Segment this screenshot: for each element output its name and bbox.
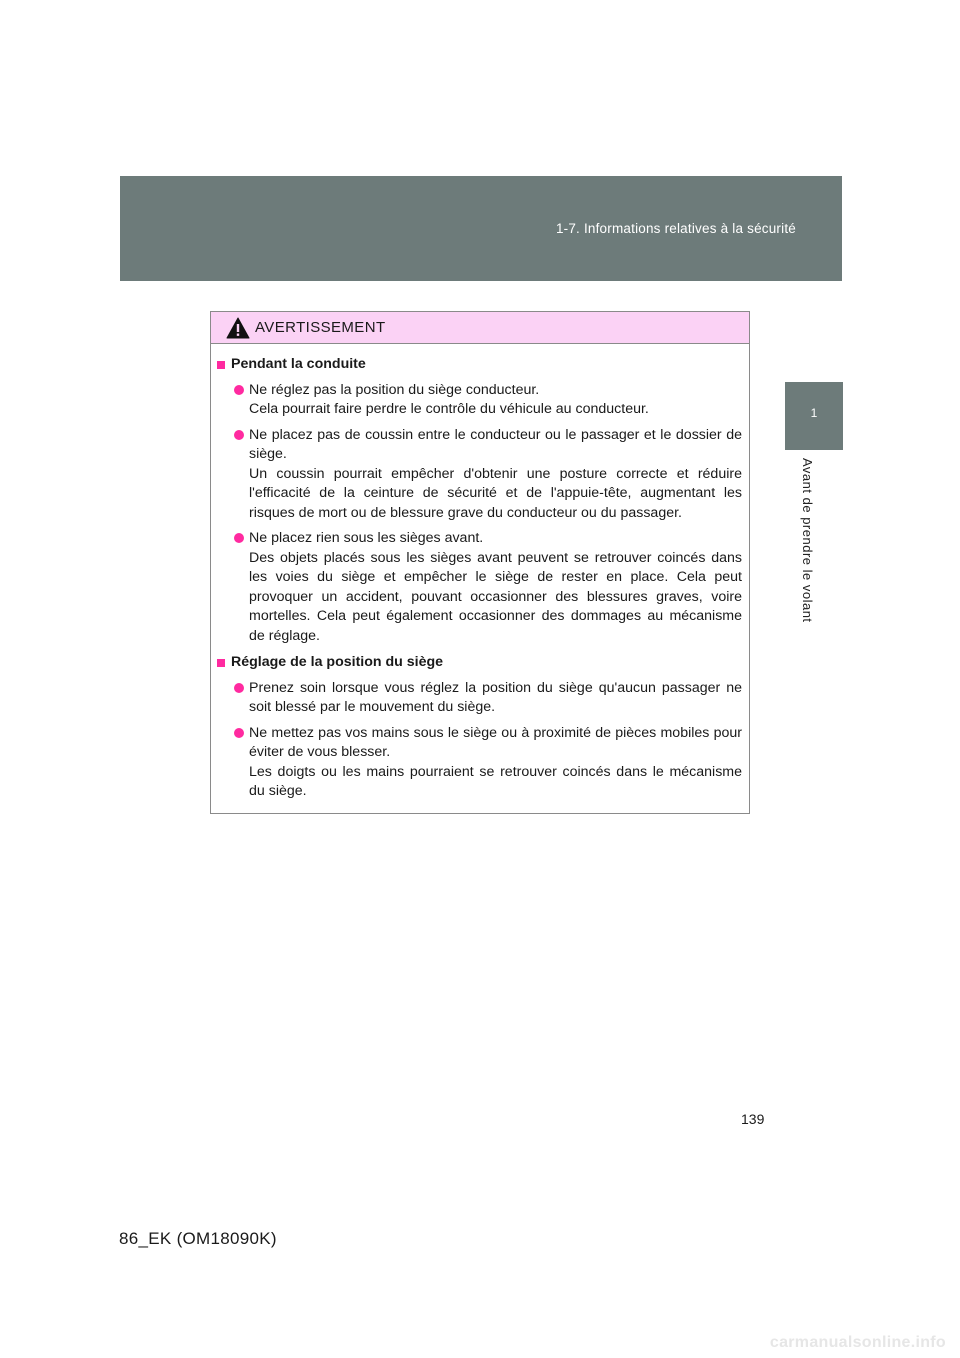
round-bullet-icon xyxy=(234,430,244,440)
square-bullet-icon xyxy=(217,659,225,667)
section-heading xyxy=(217,355,742,375)
list-item xyxy=(234,381,742,420)
section-heading-text: Réglage de la position du siège xyxy=(231,654,444,670)
list-item-line: Cela pourrait faire perdre le contrôle du véhicule au conducteur. xyxy=(249,401,649,417)
list-item-line: Ne placez rien sous les sièges avant. xyxy=(249,530,484,546)
round-bullet-icon xyxy=(234,385,244,395)
list-item-text xyxy=(249,679,742,718)
list-item-line: Des objets placés sous les sièges avant peuvent se retrouver coincés dans les voies du siège et empêcher le siège de rester en place. Cela peut provoquer un accident, pouvant occasionner des blessures graves, voire mortelles. Cela peut également occasionner des dommages au mécanisme de réglage. xyxy=(249,549,742,644)
warning-header xyxy=(211,312,749,344)
chapter-label: Avant de prendre le volant xyxy=(800,458,815,623)
list-item-line: Un coussin pourrait empêcher d'obtenir une posture correcte et réduire l'efficacité de la ceinture de sécurité et de l'appuie-tête, augmentant les risques de mort ou de blessure grave du conducteur ou du passager. xyxy=(249,465,742,521)
list-item xyxy=(234,679,742,718)
page-number: 139 xyxy=(741,1111,765,1127)
header-band xyxy=(120,176,842,281)
list-item-text xyxy=(249,426,742,524)
list-item xyxy=(234,529,742,646)
list-item-line: Ne mettez pas vos mains sous le siège ou à proximité de pièces mobiles pour éviter de vous blesser. xyxy=(249,724,742,760)
list-item-text xyxy=(249,724,742,802)
list-item-line: Ne réglez pas la position du siège conducteur. xyxy=(249,381,540,398)
list-item-line: Ne placez pas de coussin entre le conducteur ou le passager et le dossier de siège. xyxy=(249,426,742,462)
list-item xyxy=(234,724,742,802)
chapter-tab xyxy=(785,382,843,450)
document-code: 86_EK (OM18090K) xyxy=(119,1229,277,1248)
section-title: 1-7. Informations relatives à la sécurité xyxy=(555,221,796,236)
watermark-text: carmanualsonline.info xyxy=(769,1334,946,1351)
round-bullet-icon xyxy=(234,728,244,738)
warning-box xyxy=(210,311,750,814)
chapter-number: 1 xyxy=(810,406,818,420)
warning-triangle-icon xyxy=(226,317,250,339)
list-item-text xyxy=(249,381,742,420)
round-bullet-icon xyxy=(234,533,244,543)
round-bullet-icon xyxy=(234,683,244,693)
list-item-text xyxy=(249,529,742,646)
list-item-line: Les doigts ou les mains pourraient se retrouver coincés dans le mécanisme du siège. xyxy=(249,763,742,799)
section-heading-text: Pendant la conduite xyxy=(231,356,366,372)
list-item-line: Prenez soin lorsque vous réglez la position du siège qu'aucun passager ne soit blessé par le mouvement du siège. xyxy=(249,679,742,715)
warning-body xyxy=(211,344,749,802)
warning-title: AVERTISSEMENT xyxy=(255,319,386,336)
section-heading xyxy=(217,653,742,673)
square-bullet-icon xyxy=(217,361,225,369)
list-item xyxy=(234,426,742,524)
